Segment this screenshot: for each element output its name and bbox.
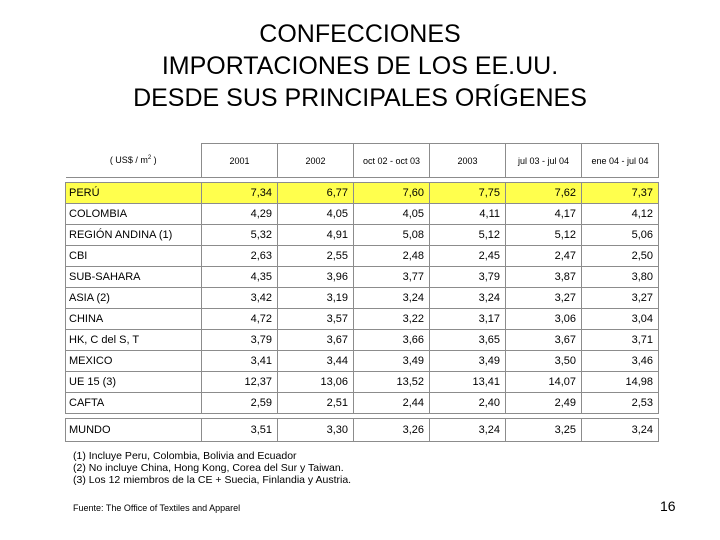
row-label: HK, C del S, T — [66, 330, 202, 351]
table-cell: 2,59 — [202, 393, 278, 414]
table-row — [66, 393, 659, 414]
table-cell: 3,87 — [506, 267, 582, 288]
title-line-2: IMPORTACIONES DE LOS EE.UU. — [161, 52, 559, 80]
table-cell: 3,80 — [582, 267, 659, 288]
table-row — [66, 372, 659, 393]
table-cell: 5,08 — [354, 225, 430, 246]
footnotes — [73, 450, 351, 486]
table-cell: 3,27 — [582, 288, 659, 309]
page-number: 16 — [660, 498, 676, 514]
table-cell: 2,47 — [506, 246, 582, 267]
table-cell: 5,32 — [202, 225, 278, 246]
row-label: CHINA — [66, 309, 202, 330]
table-cell: 3,24 — [430, 419, 506, 442]
row-label: CAFTA — [66, 393, 202, 414]
price-table — [65, 143, 659, 442]
row-label: UE 15 (3) — [66, 372, 202, 393]
table-cell: 3,24 — [430, 288, 506, 309]
row-label: CBI — [66, 246, 202, 267]
table-cell: 2,40 — [430, 393, 506, 414]
table-row — [66, 225, 659, 246]
footnote: (1) Incluye Peru, Colombia, Bolivia and Ecuador — [73, 450, 297, 462]
table-cell: 3,71 — [582, 330, 659, 351]
table-cell: 7,75 — [430, 183, 506, 204]
table-cell: 3,79 — [430, 267, 506, 288]
table-row — [66, 288, 659, 309]
table-cell: 5,12 — [506, 225, 582, 246]
title-line-1: CONFECCIONES — [259, 20, 461, 48]
table-cell: 3,77 — [354, 267, 430, 288]
table-cell: 4,05 — [278, 204, 354, 225]
table-cell: 3,67 — [506, 330, 582, 351]
table-row — [66, 204, 659, 225]
table-cell: 7,37 — [582, 183, 659, 204]
table-cell: 7,62 — [506, 183, 582, 204]
slide-title — [0, 18, 720, 114]
unit-label: ( US$ / $m^2$ ) — [66, 144, 202, 178]
table-row — [66, 183, 659, 204]
column-header: 2001 — [202, 144, 278, 178]
table-cell: 3,41 — [202, 351, 278, 372]
table-cell: 4,12 — [582, 204, 659, 225]
table-cell: 3,44 — [278, 351, 354, 372]
row-label: PERÚ — [66, 183, 202, 204]
table-cell: 2,53 — [582, 393, 659, 414]
table-cell: 3,50 — [506, 351, 582, 372]
table-cell: 3,22 — [354, 309, 430, 330]
table-cell: 3,30 — [278, 419, 354, 442]
table-cell: 3,79 — [202, 330, 278, 351]
table-cell: 2,44 — [354, 393, 430, 414]
table-row — [66, 330, 659, 351]
table-cell: 4,91 — [278, 225, 354, 246]
table-cell: 6,77 — [278, 183, 354, 204]
table-row — [66, 419, 659, 442]
table-cell: 4,72 — [202, 309, 278, 330]
table-cell: 3,66 — [354, 330, 430, 351]
table-cell: 3,04 — [582, 309, 659, 330]
table-cell: 4,11 — [430, 204, 506, 225]
table-cell: 12,37 — [202, 372, 278, 393]
table-cell: 3,26 — [354, 419, 430, 442]
table-cell: 3,25 — [506, 419, 582, 442]
table-cell: 13,41 — [430, 372, 506, 393]
table-cell: 4,29 — [202, 204, 278, 225]
table-cell: 3,42 — [202, 288, 278, 309]
table-cell: 2,51 — [278, 393, 354, 414]
table-cell: 4,35 — [202, 267, 278, 288]
table-cell: 2,45 — [430, 246, 506, 267]
table-row — [66, 351, 659, 372]
table-cell: 7,60 — [354, 183, 430, 204]
table-cell: 2,50 — [582, 246, 659, 267]
price-table-container — [65, 143, 658, 438]
table-cell: 2,48 — [354, 246, 430, 267]
table-row — [66, 246, 659, 267]
table-cell: 5,06 — [582, 225, 659, 246]
table-cell: 3,17 — [430, 309, 506, 330]
column-header: ene 04 - jul 04 — [582, 144, 659, 178]
table-cell: 14,07 — [506, 372, 582, 393]
row-label: MUNDO — [66, 419, 202, 442]
footnote: (2) No incluye China, Hong Kong, Corea del Sur y Taiwan. — [73, 462, 344, 474]
table-cell: 5,12 — [430, 225, 506, 246]
row-label: REGIÓN ANDINA (1) — [66, 225, 202, 246]
table-cell: 3,46 — [582, 351, 659, 372]
table-cell: 3,96 — [278, 267, 354, 288]
row-label: SUB-SAHARA — [66, 267, 202, 288]
table-cell: 3,57 — [278, 309, 354, 330]
source-note: Fuente: The Office of Textiles and Apparel — [73, 503, 241, 513]
header-row — [66, 144, 659, 178]
table-cell: 3,24 — [354, 288, 430, 309]
table-cell: 3,06 — [506, 309, 582, 330]
footnote: (3) Los 12 miembros de la CE + Suecia, Finlandia y Austria. — [73, 474, 352, 486]
table-cell: 7,34 — [202, 183, 278, 204]
table-cell: 2,49 — [506, 393, 582, 414]
title-line-3: DESDE SUS PRINCIPALES ORÍGENES — [133, 84, 587, 112]
table-cell: 3,27 — [506, 288, 582, 309]
table-cell: 2,55 — [278, 246, 354, 267]
table-cell: 14,98 — [582, 372, 659, 393]
column-header: 2002 — [278, 144, 354, 178]
row-label: ASIA (2) — [66, 288, 202, 309]
table-cell: 13,06 — [278, 372, 354, 393]
column-header: oct 02 - oct 03 — [354, 144, 430, 178]
table-cell: 4,17 — [506, 204, 582, 225]
table-cell: 3,24 — [582, 419, 659, 442]
table-cell: 3,49 — [354, 351, 430, 372]
table-cell: 3,67 — [278, 330, 354, 351]
table-row — [66, 309, 659, 330]
row-label: COLOMBIA — [66, 204, 202, 225]
row-label: MEXICO — [66, 351, 202, 372]
column-header: jul 03 - jul 04 — [506, 144, 582, 178]
table-cell: 3,51 — [202, 419, 278, 442]
table-cell: 4,05 — [354, 204, 430, 225]
table-cell: 3,65 — [430, 330, 506, 351]
table-cell: 3,19 — [278, 288, 354, 309]
table-row — [66, 267, 659, 288]
table-cell: 13,52 — [354, 372, 430, 393]
column-header: 2003 — [430, 144, 506, 178]
table-cell: 2,63 — [202, 246, 278, 267]
table-cell: 3,49 — [430, 351, 506, 372]
